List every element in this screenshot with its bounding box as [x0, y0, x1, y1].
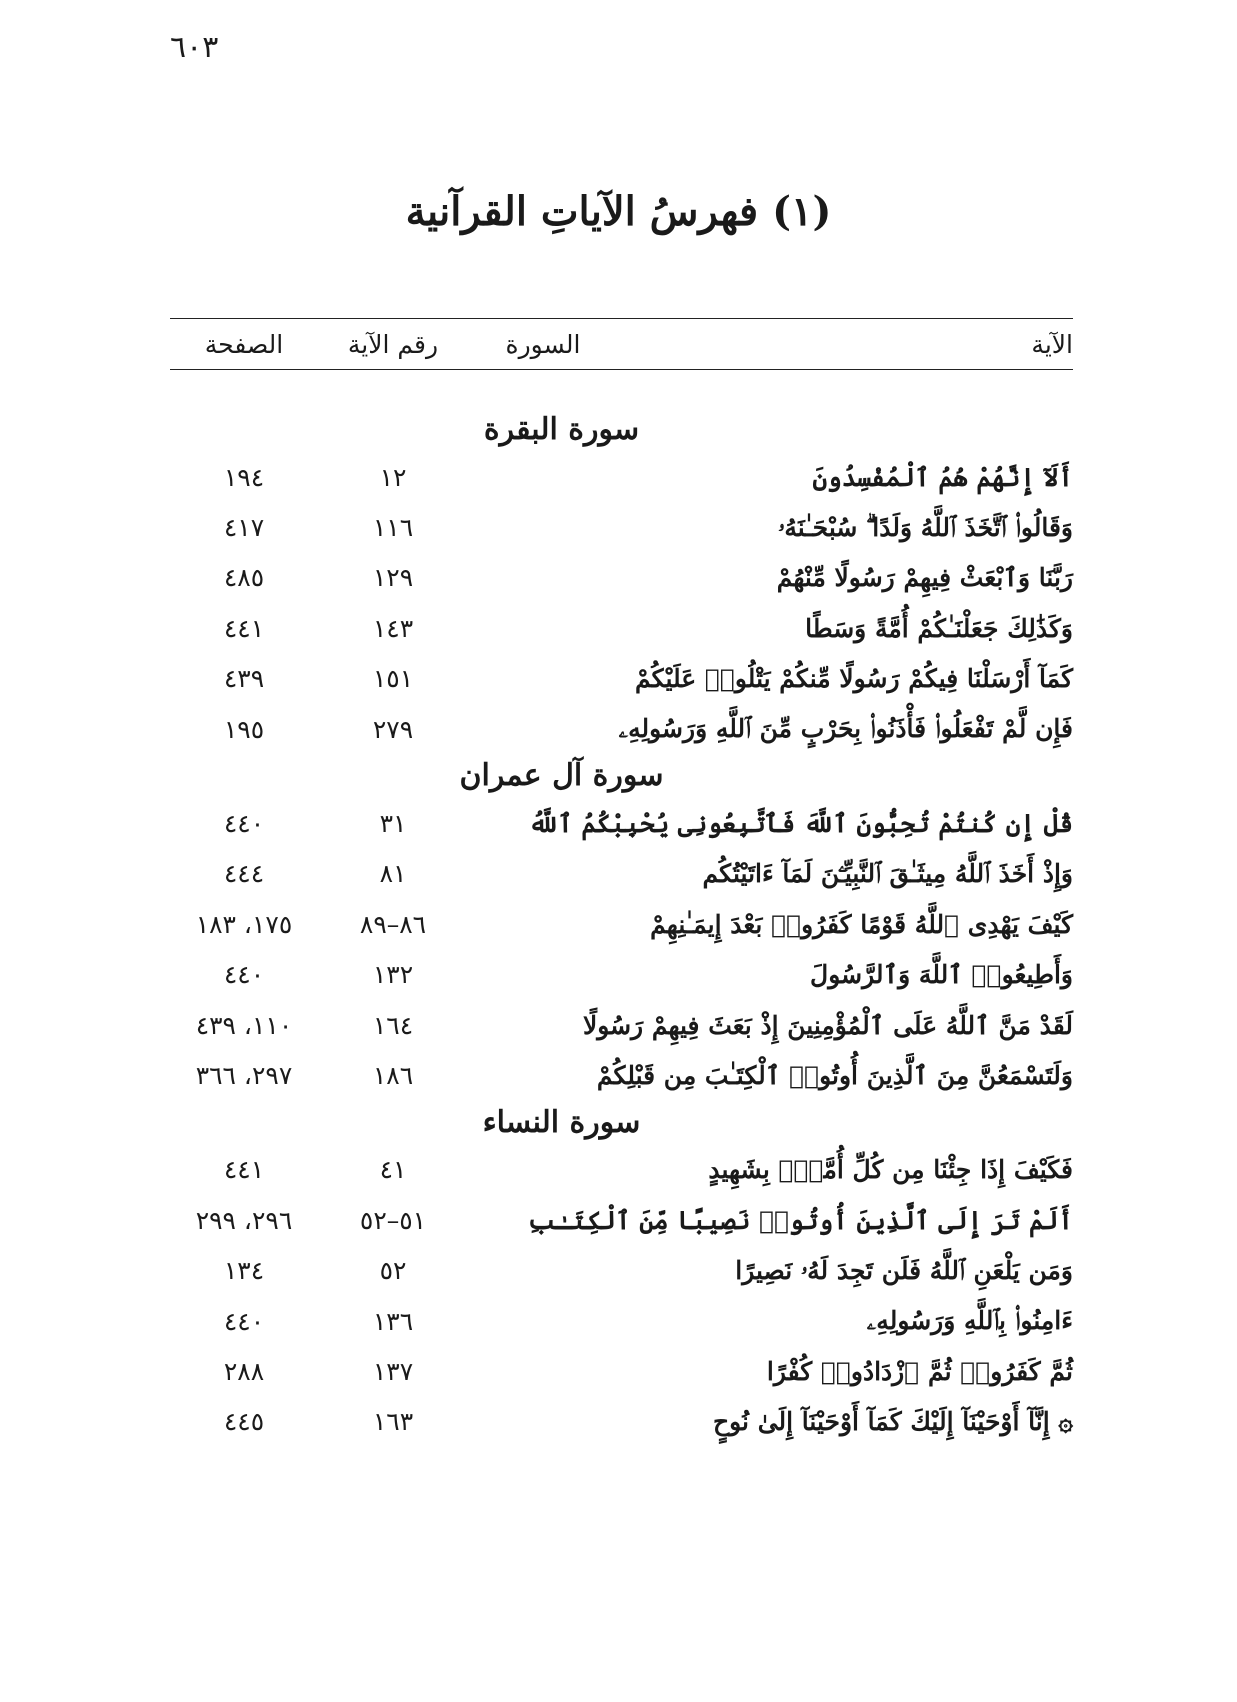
verse-number: ١٦٣	[372, 1407, 414, 1437]
verse-text: وَإِذْ أَخَذَ ٱللَّهُ مِيثَـٰقَ ٱلنَّبِيِّـۧنَ لَمَآ ءَاتَيْتُكُم	[702, 858, 1073, 888]
page-reference: ١٩٤	[223, 462, 265, 492]
verse-number: ٥٢	[379, 1256, 407, 1286]
verse-number: ١٣٢	[372, 960, 414, 990]
verse-text: وَكَذَٰلِكَ جَعَلْنَـٰكُمْ أُمَّةً وَسَطًا	[805, 613, 1073, 643]
verse-number: ١٣٧	[372, 1356, 414, 1386]
verse-text: وَأَطِيعُوا۟ ٱللَّهَ وَٱلرَّسُولَ	[810, 960, 1073, 990]
page-reference: ١٧٥، ١٨٣	[195, 909, 293, 939]
page-reference: ٤٤٠	[223, 960, 265, 990]
verse-text: وَلَتَسْمَعُنَّ مِنَ ٱلَّذِينَ أُوتُوا۟ ٱلْكِتَـٰبَ مِن قَبْلِكُمْ	[596, 1060, 1073, 1090]
header-page: الصفحة	[204, 329, 284, 359]
verse-number: ٤١	[379, 1155, 407, 1185]
table-row	[170, 1296, 1073, 1346]
surah-heading: سورة البقرة	[483, 412, 640, 447]
page-title: (١) فهرسُ الآياتِ القرآنية	[405, 188, 832, 235]
verse-text: لَقَدْ مَنَّ ٱللَّهُ عَلَى ٱلْمُؤْمِنِينَ إِذْ بَعَثَ فِيهِمْ رَسُولًا	[582, 1010, 1073, 1040]
header-surah: السورة	[505, 329, 581, 359]
page-reference: ٤٤٤	[223, 859, 265, 889]
verse-text: أَلَمْ تَرَ إِلَى ٱلَّذِينَ أُوتُوا۟ نَصِيبًا مِّنَ ٱلْكِتَـٰبِ	[527, 1205, 1073, 1235]
table-row	[170, 849, 1073, 899]
page-reference: ٤٤٥	[223, 1407, 265, 1437]
verse-number: ١٤٣	[372, 613, 414, 643]
page-number: ٦٠٣	[170, 30, 219, 65]
page-reference: ٢٩٦، ٢٩٩	[195, 1205, 293, 1235]
verse-number: ٣١	[379, 809, 407, 839]
verse-text: ۞ إِنَّآ أَوْحَيْنَآ إِلَيْكَ كَمَآ أَوْحَيْنَآ إِلَىٰ نُوحٍ	[712, 1407, 1073, 1437]
header-rule	[170, 369, 1073, 370]
verse-number: ١٣٦	[372, 1306, 414, 1336]
verse-text: أَلَآ إِنَّهُمْ هُمُ ٱلْمُفْسِدُونَ	[812, 462, 1073, 492]
table-row	[170, 502, 1073, 552]
verse-index-table	[170, 318, 1073, 1447]
table-row	[170, 654, 1073, 704]
table-row	[170, 1145, 1073, 1195]
verse-text: كَيْفَ يَهْدِى ٱللَّهُ قَوْمًا كَفَرُوا۟ بَعْدَ إِيمَـٰنِهِمْ	[650, 909, 1073, 939]
index-sections	[170, 408, 1073, 1447]
page-reference: ٢٨٨	[223, 1356, 265, 1386]
verse-text: قُلْ إِن كُنتُمْ تُحِبُّونَ ٱللَّهَ فَٱتَّبِعُونِى يُحْبِبْكُمُ ٱللَّهُ	[528, 809, 1073, 839]
page-reference: ١١٠، ٤٣٩	[195, 1010, 293, 1040]
verse-number: ٨٦–٨٩	[359, 909, 427, 939]
verse-number: ٨١	[379, 859, 407, 889]
table-row	[170, 1397, 1073, 1447]
table-row	[170, 1346, 1073, 1396]
table-row	[170, 704, 1073, 754]
table-row	[170, 798, 1073, 848]
verse-text: ءَامِنُوا۟ بِٱللَّهِ وَرَسُولِهِۦ	[866, 1306, 1073, 1336]
page-reference: ٤٤١	[223, 1155, 265, 1185]
page-reference: ٤٣٩	[223, 664, 265, 694]
verse-number: ١٢	[379, 462, 407, 492]
verse-number: ١٨٦	[372, 1060, 414, 1090]
verse-text: كَمَآ أَرْسَلْنَا فِيكُمْ رَسُولًا مِّنكُمْ يَتْلُوا۟ عَلَيْكُمْ	[635, 664, 1073, 694]
verse-text: رَبَّنَا وَٱبْعَثْ فِيهِمْ رَسُولًا مِّنْهُمْ	[776, 563, 1073, 593]
verse-number: ٢٧٩	[372, 714, 414, 744]
verse-number: ١٢٩	[372, 563, 414, 593]
verse-text: وَمَن يَلْعَنِ ٱللَّهُ فَلَن تَجِدَ لَهُۥ نَصِيرًا	[735, 1255, 1073, 1285]
verse-text: فَكَيْفَ إِذَا جِئْنَا مِن كُلِّ أُمَّةٍۭ بِشَهِيدٍ	[708, 1155, 1073, 1185]
table-row	[170, 1000, 1073, 1050]
verse-number: ٥١–٥٢	[359, 1205, 427, 1235]
table-row	[170, 899, 1073, 949]
page-reference: ١٣٤	[223, 1256, 265, 1286]
table-row	[170, 950, 1073, 1000]
surah-heading: سورة النساء	[482, 1104, 641, 1140]
page-reference: ٤٤٠	[223, 809, 265, 839]
table-row	[170, 553, 1073, 603]
page-reference: ٤٨٥	[223, 563, 265, 593]
verse-number: ١٥١	[372, 664, 414, 694]
page-reference: ٤١٧	[223, 513, 265, 543]
surah-heading: سورة آل عمران	[459, 758, 664, 794]
page-reference: ٤٤٠	[223, 1306, 265, 1336]
page-reference: ٤٤١	[223, 613, 265, 643]
page-reference: ١٩٥	[223, 714, 265, 744]
header-verse: الآية	[1031, 329, 1073, 359]
verse-number: ١٦٤	[372, 1010, 414, 1040]
verse-text: وَقَالُوا۟ ٱتَّخَذَ ٱللَّهُ وَلَدًا ۗ سُبْحَـٰنَهُۥ	[778, 512, 1073, 542]
verse-text: فَإِن لَّمْ تَفْعَلُوا۟ فَأْذَنُوا۟ بِحَرْبٍ مِّنَ ٱللَّهِ وَرَسُولِهِۦ	[618, 714, 1073, 744]
table-header	[170, 319, 1073, 369]
table-row	[170, 1195, 1073, 1245]
table-row	[170, 603, 1073, 653]
header-verse-number: رقم الآية	[347, 329, 439, 359]
table-row	[170, 1245, 1073, 1295]
table-row	[170, 452, 1073, 502]
table-row	[170, 1050, 1073, 1100]
verse-number: ١١٦	[372, 513, 414, 543]
page-reference: ٢٩٧، ٣٦٦	[195, 1060, 293, 1090]
verse-text: ثُمَّ كَفَرُوا۟ ثُمَّ ٱزْدَادُوا۟ كُفْرًا	[766, 1356, 1073, 1386]
